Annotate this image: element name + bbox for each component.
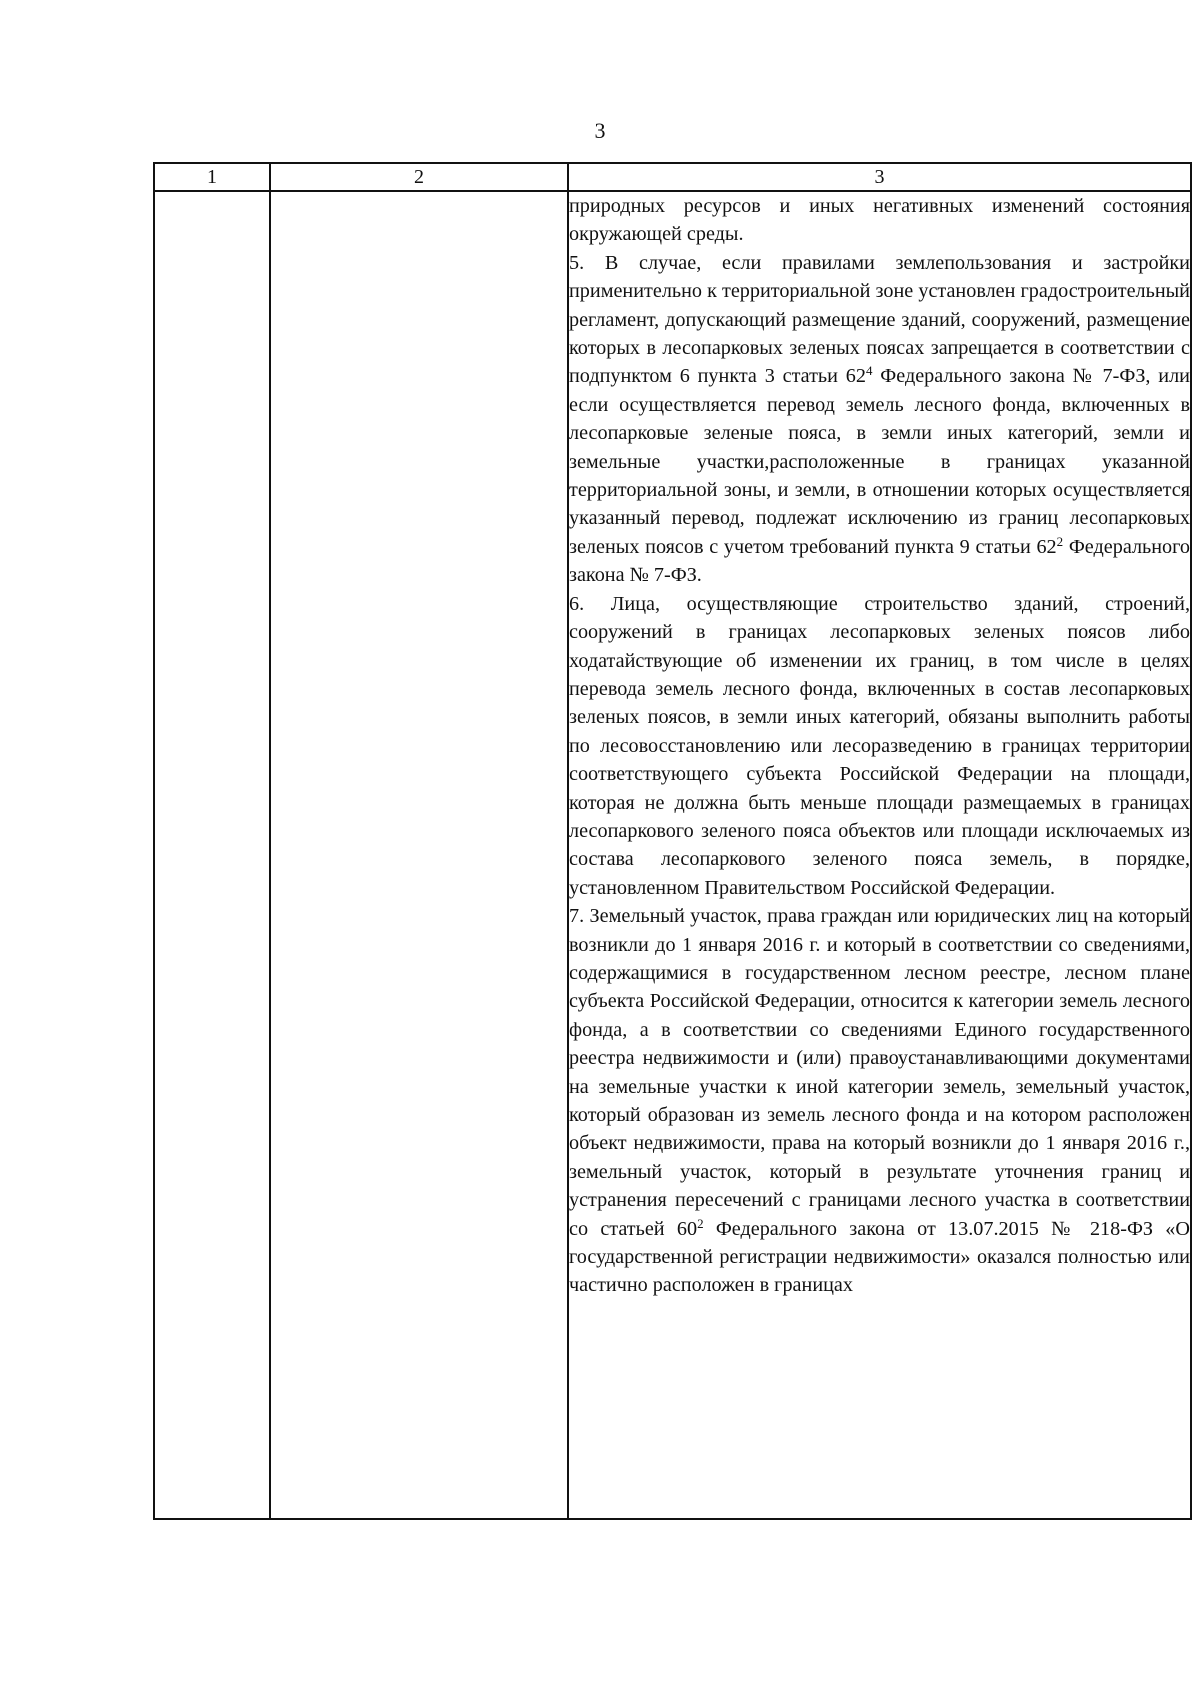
paragraph-item-5 — [569, 249, 1190, 590]
document-table — [153, 162, 1192, 1520]
superscript: 4 — [865, 363, 873, 379]
paragraph-text: 7. Земельный участок, права граждан или юридических лиц на который возникли до 1 января 2016 г. и который в соответствии со сведениями, содержащимися в государственном лесном реестре, лесном плане субъекта Российской Федерации, относится к категории земель лесного фонда, а в соответствии со сведениями Единого государственного реестра недвижимости и (или) правоустанавливающими документами на земельные участки к иной категории земель, земельный участок, который образован из земель лесного фонда и на котором расположен объект недвижимости, права на который возникли до 1 января 2016 г., земельный участок, который в результате уточнения границ и устранения пересечений с границами лесного участка в соответствии со статьей 60 — [569, 905, 1190, 1240]
paragraph-item-6 — [569, 590, 1190, 902]
page-number: 3 — [594, 118, 606, 143]
paragraph-text: природных ресурсов и иных негативных изменений состояния окружающей среды. — [569, 195, 1190, 246]
column-header-1: 1 — [154, 163, 270, 191]
cell-column-2 — [270, 191, 568, 1519]
paragraph-text: 6. Лица, осуществляющие строительство зданий, строений, сооружений в границах лесопарковых зеленых поясов либо ходатайствующие об изменении их границ, в том числе в целях перевода земель лесного фонда, включенных в состав лесопарковых зеленых поясов, в земли иных категорий, обязаны выполнить работы по лесовосстановлению или лесоразведению в границах территории соответствующего субъекта Российской Федерации на площади, которая не должна быть меньше площади размещаемых в границах лесопаркового зеленого пояса объектов или площади исключаемых из состава лесопаркового зеленого пояса земель, в порядке, установленном Правительством Российской Федерации. — [569, 592, 1190, 899]
column-header-3: 3 — [568, 163, 1191, 191]
paragraph-item-7 — [569, 902, 1190, 1300]
paragraph-text: Федерального закона № 7-ФЗ, или если осуществляется перевод земель лесного фонда, включенных в лесопарковые зеленые пояса, в земли иных категорий, земли и земельные участки,расположенные в границах указанной территориальной зоны, и земли, в отношении которых осуществляется указанный перевод, подлежат исключению из границ лесопарковых зеленых поясов с учетом требований пункта 9 статьи 62 — [569, 365, 1190, 558]
paragraph-text: 5. В случае, если правилами землепользования и застройки применительно к территориальной зоне установлен градостроительный регламент, допускающий размещение зданий, сооружений, размещение которых в лесопарковых зеленых поясах запрещается в соответствии с подпунктом 6 пункта 3 статьи 62 — [569, 251, 1190, 388]
superscript: 2 — [1056, 533, 1064, 549]
paragraph-text: Федерального закона от 13.07.2015 № 218-ФЗ «О государственной регистрации недвижимости» оказался полностью или частично расположен в границах — [569, 1217, 1190, 1297]
paragraph-continuation — [569, 192, 1190, 249]
table-row — [154, 191, 1191, 1519]
column-header-2: 2 — [270, 163, 568, 191]
table-header-row — [154, 163, 1191, 191]
paragraph-text: Федерального закона № 7-ФЗ. — [569, 535, 1190, 587]
cell-column-3 — [568, 191, 1191, 1519]
cell-column-1 — [154, 191, 270, 1519]
superscript: 2 — [697, 1215, 704, 1231]
